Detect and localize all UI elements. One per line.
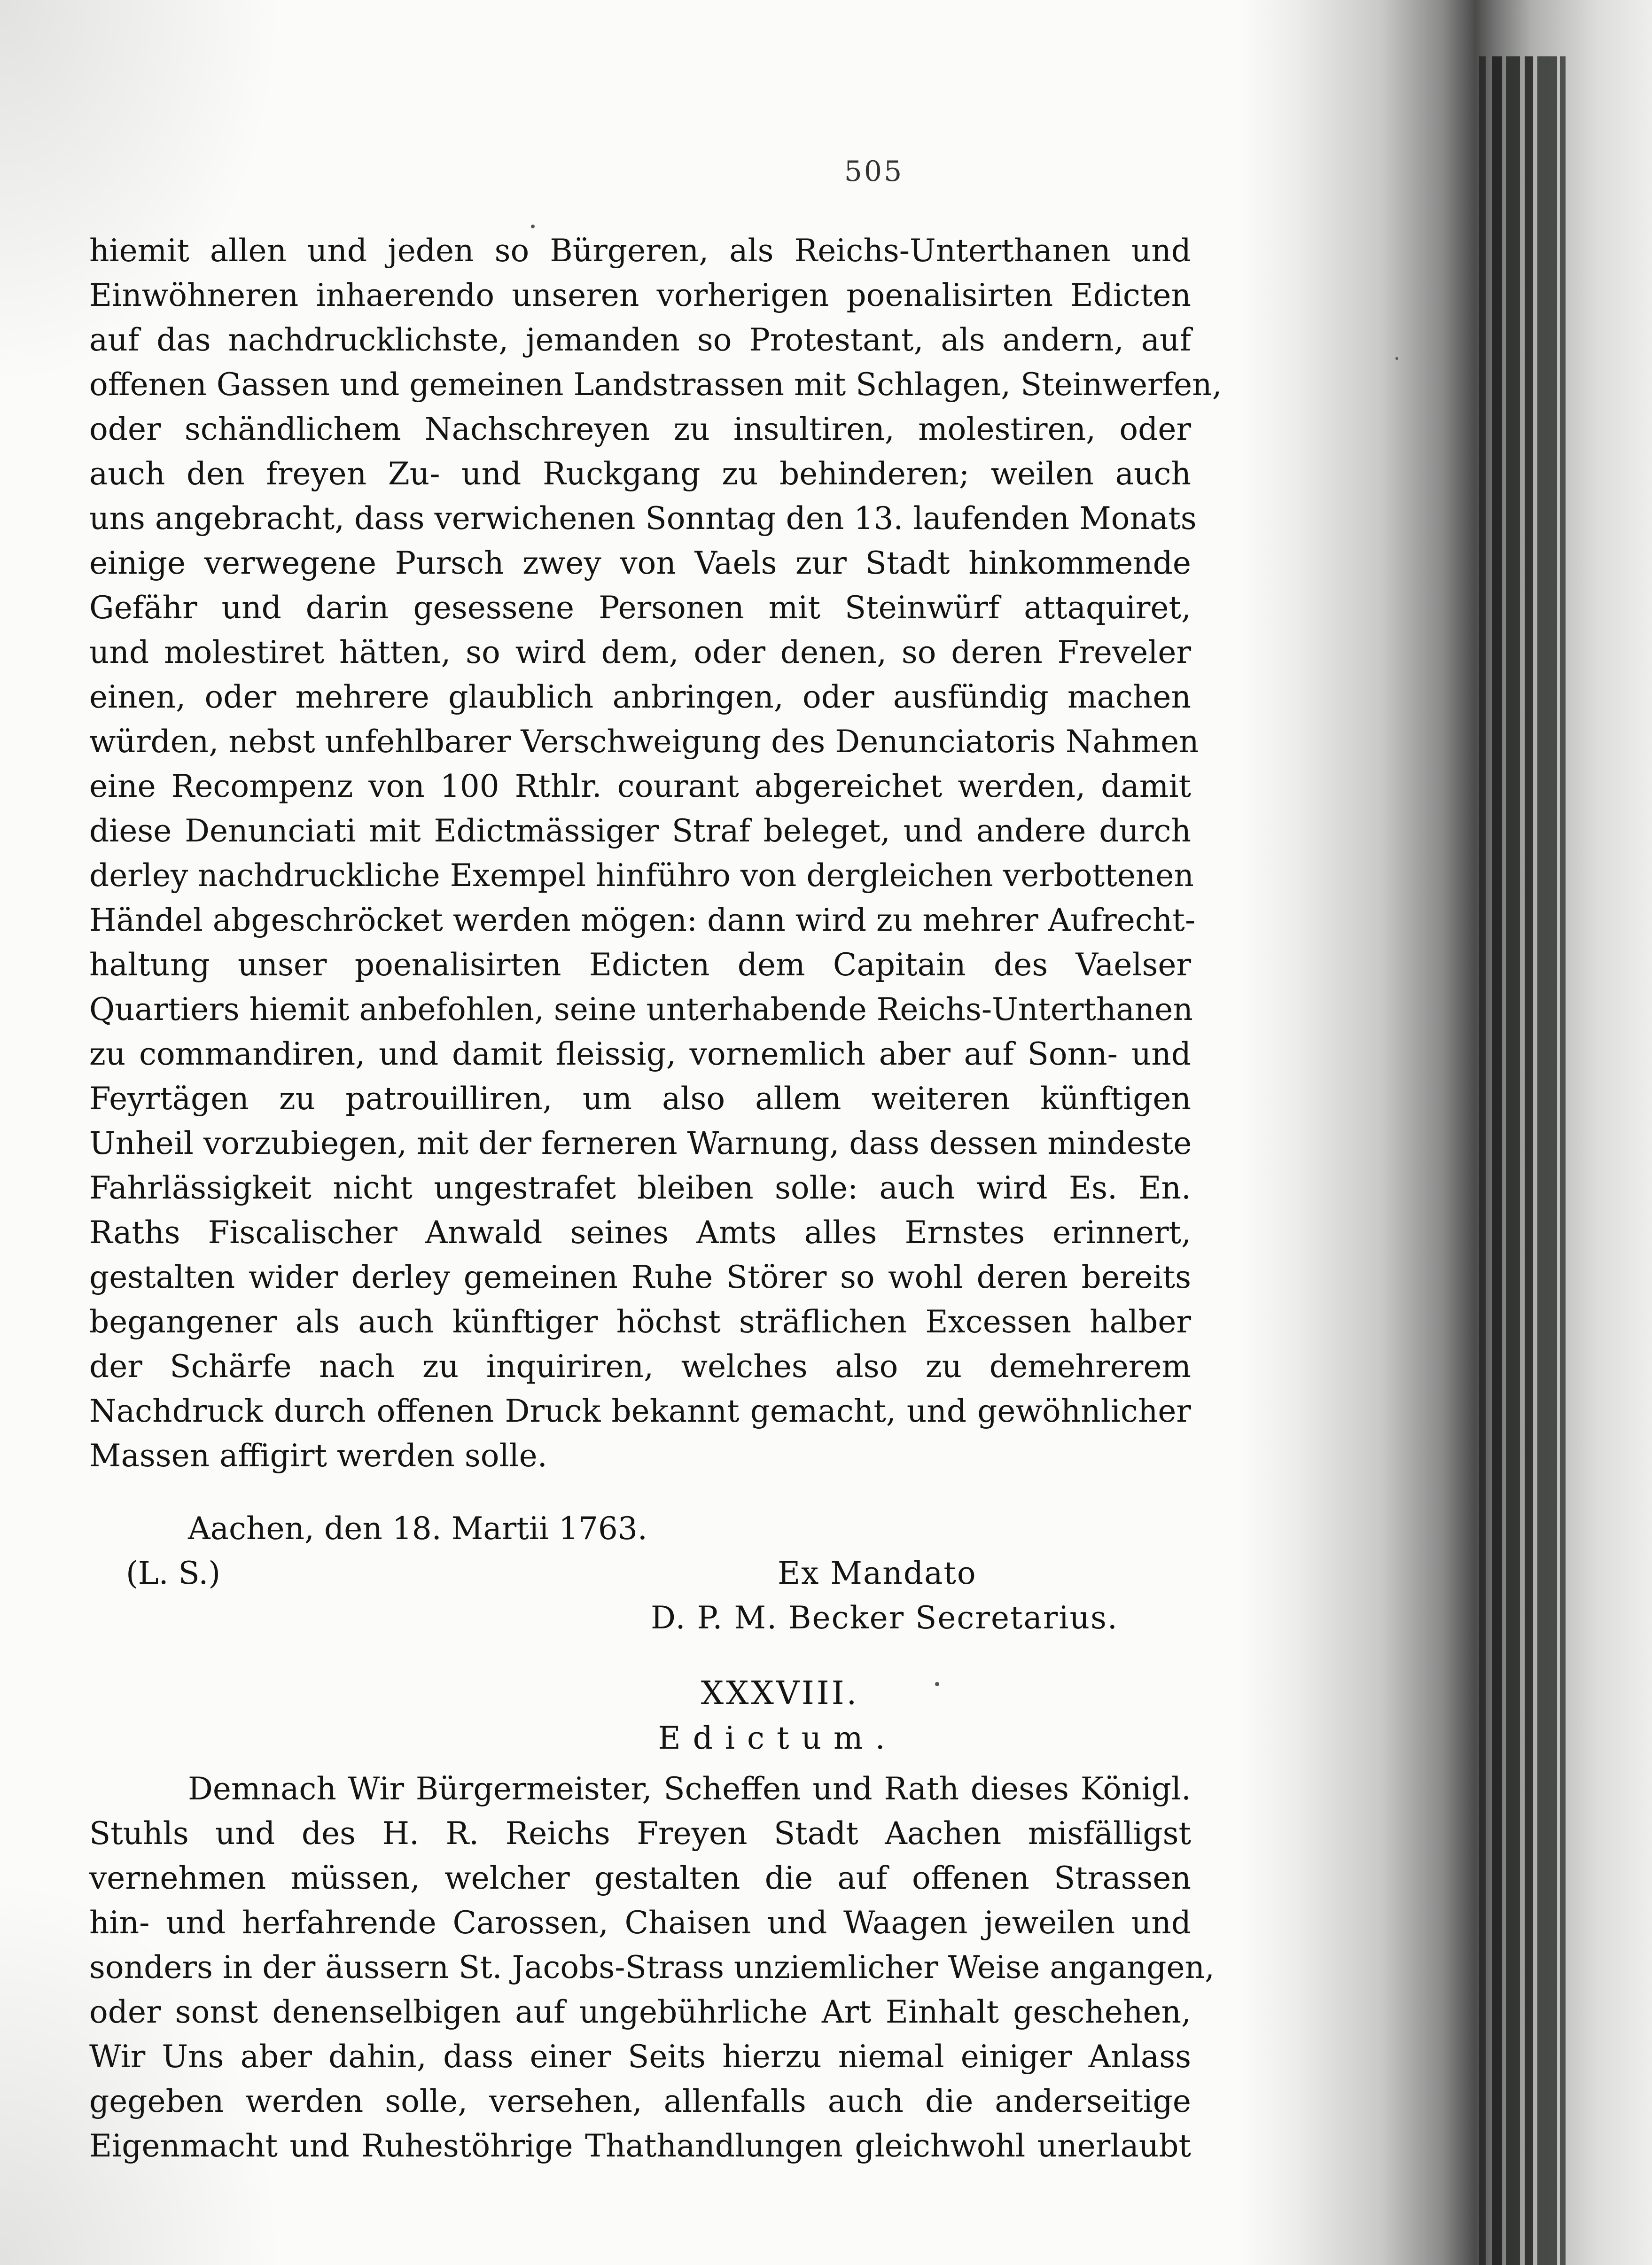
ex-mandato: Ex Mandato — [778, 1555, 977, 1591]
text-line: Gefähr und darin gesessene Personen mit Steinwürf attaquiret, — [89, 590, 1191, 626]
text-line: Einwöhneren inhaerendo unseren vorherigen poenalisirten Edicten — [89, 277, 1191, 313]
text-line: gestalten wider derley gemeinen Ruhe Störer so wohl deren bereits — [89, 1259, 1191, 1295]
text-line: Stuhls und des H. R. Reichs Freyen Stadt Aachen misfälligst — [89, 1815, 1191, 1852]
text-line: Demnach Wir Bürgermeister, Scheffen und Rath dieses Königl. — [188, 1771, 1191, 1807]
seal-mark: (L. S.) — [126, 1555, 221, 1591]
text-line: Unheil vorzubiegen, mit der ferneren Warnung, dass dessen mindeste — [89, 1125, 1192, 1161]
text-line: diese Denunciati mit Edictmässiger Straf beleget, und andere durch — [89, 813, 1191, 849]
text-line: Wir Uns aber dahin, dass einer Seits hierzu niemal einiger Anlass — [89, 2039, 1191, 2075]
print-speck — [531, 225, 535, 228]
text-line: hin- und herfahrende Carossen, Chaisen und Waagen jeweilen und — [89, 1905, 1191, 1941]
text-line: haltung unser poenalisirten Edicten dem Capitain des Vaelser — [89, 947, 1191, 983]
binding-edge — [1537, 56, 1557, 2265]
text-line: hiemit allen und jeden so Bürgeren, als Reichs-Unterthanen und — [89, 233, 1191, 269]
text-line: oder schändlichem Nachschreyen zu insultiren, molestiren, oder — [89, 411, 1191, 447]
text-line: begangener als auch künftiger höchst sträflichen Excessen halber — [89, 1304, 1191, 1340]
text-line: Fahrlässigkeit nicht ungestrafet bleiben solle: auch wird Es. En. — [89, 1170, 1191, 1206]
print-speck — [1395, 357, 1398, 360]
text-line: auch den freyen Zu- und Ruckgang zu behinderen; weilen auch — [89, 456, 1191, 492]
page-number: 505 — [844, 155, 904, 188]
text-line: vernehmen müssen, welcher gestalten die auf offenen Strassen — [89, 1860, 1191, 1896]
text-line: und molestiret hätten, so wird dem, oder denen, so deren Freveler — [89, 634, 1191, 670]
book-gutter-shadow — [1240, 0, 1652, 2265]
paragraph-1 — [89, 228, 1222, 1478]
text-line: offenen Gassen und gemeinen Landstrassen mit Schlagen, Steinwerfen, — [89, 366, 1222, 403]
binding-edge — [1479, 56, 1486, 2265]
binding-edge — [1506, 56, 1520, 2265]
paragraph-2 — [89, 1767, 1215, 2168]
text-line: Feyrtägen zu patrouilliren, um also allem weiteren künftigen — [89, 1081, 1191, 1117]
text-line: gegeben werden solle, versehen, allenfalls auch die anderseitige — [89, 2083, 1191, 2119]
section-title: Edictum. — [658, 1720, 897, 1756]
text-line: Quartiers hiemit anbefohlen, seine unterhabende Reichs-Unterthanen — [89, 991, 1193, 1027]
binding-edge — [1525, 56, 1533, 2265]
text-line: derley nachdruckliche Exempel hinführo von dergleichen verbottenen — [89, 857, 1194, 894]
signature-line: D. P. M. Becker Secretarius. — [651, 1600, 1118, 1636]
text-line: einige verwegene Pursch zwey von Vaels zur Stadt hinkommende — [89, 545, 1191, 581]
text-line: Massen affigirt werden solle. — [89, 1438, 547, 1474]
text-line: uns angebracht, dass verwichenen Sonntag den 13. laufenden Monats — [89, 500, 1197, 537]
text-line: würden, nebst unfehlbarer Verschweigung des Denunciatoris Nahmen — [89, 724, 1199, 760]
text-line: zu commandiren, und damit fleissig, vornemlich aber auf Sonn- und — [89, 1036, 1191, 1072]
place-date: Aachen, den 18. Martii 1763. — [188, 1510, 647, 1547]
binding-edge — [1560, 56, 1566, 2265]
text-line: auf das nachdrucklichste, jemanden so Protestant, als andern, auf — [89, 322, 1191, 358]
text-line: Nachdruck durch offenen Druck bekannt gemacht, und gewöhnlicher — [89, 1393, 1191, 1429]
text-line: Raths Fiscalischer Anwald seines Amts alles Ernstes erinnert, — [89, 1214, 1191, 1251]
text-line: sonders in der äussern St. Jacobs-Strass unziemlicher Weise angangen, — [89, 1949, 1215, 1985]
text-line: oder sonst denenselbigen auf ungebührliche Art Einhalt geschehen, — [89, 1994, 1191, 2030]
text-line: eine Recompenz von 100 Rthlr. courant abgereichet werden, damit — [89, 768, 1191, 804]
section-number: XXXVIII. — [701, 1675, 859, 1712]
text-line: Händel abgeschröcket werden mögen: dann wird zu mehrer Aufrecht- — [89, 902, 1196, 938]
print-speck — [935, 1682, 939, 1686]
text-line: Eigenmacht und Ruhestöhrige Thathandlungen gleichwohl unerlaubt — [89, 2128, 1191, 2164]
text-line: der Schärfe nach zu inquiriren, welches also zu demehrerem — [89, 1348, 1191, 1385]
text-line: einen, oder mehrere glaublich anbringen, oder ausfündig machen — [89, 679, 1191, 715]
binding-edge — [1492, 56, 1502, 2265]
